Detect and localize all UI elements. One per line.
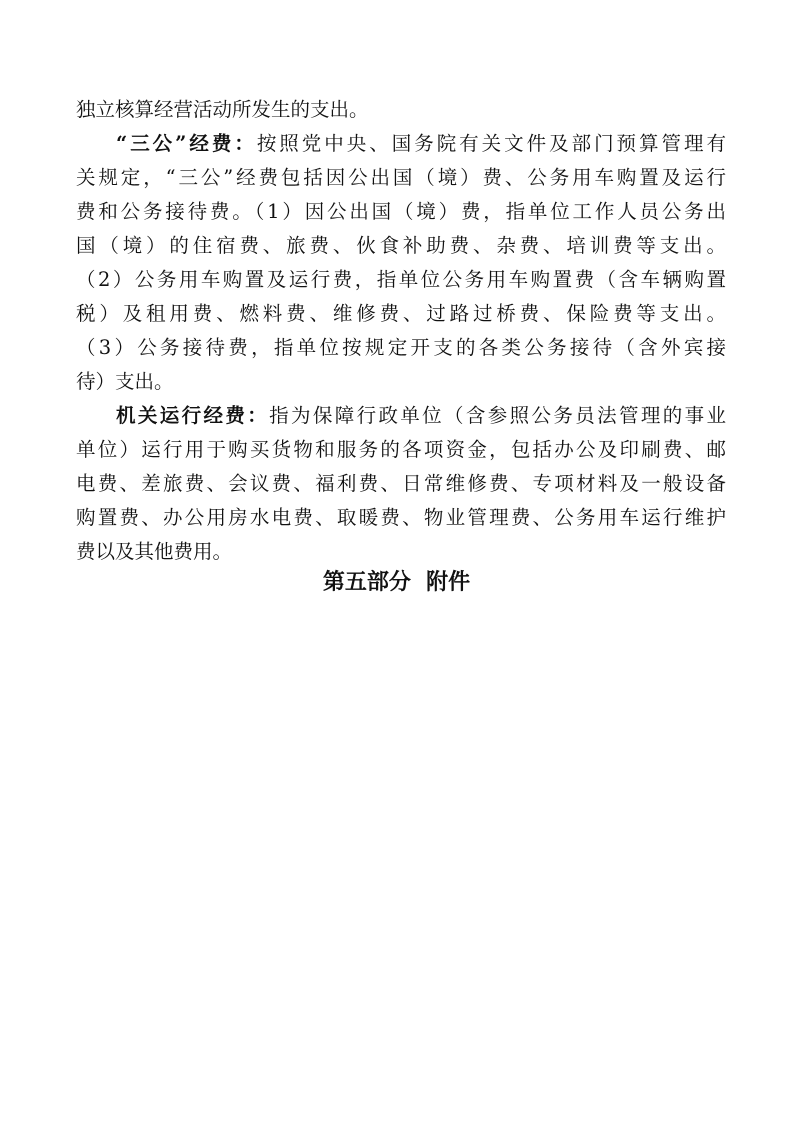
paragraph-line — [116, 130, 726, 158]
paragraph-line: 单位）运行用于购买货物和服务的各项资金，包括办公及印刷费、邮 — [76, 438, 726, 461]
paragraph-line: 待）支出。 — [76, 370, 174, 393]
paragraph-line: 国（境）的住宿费、旅费、伙食补助费、杂费、培训费等支出。 — [76, 234, 726, 257]
term-three-public-expenses: “三公”经费： — [116, 132, 257, 155]
paragraph-line: （2）公务用车购置及运行费，指单位公务用车购置费（含车辆购置 — [76, 268, 726, 291]
term-agency-operating-expenses: 机关运行经费： — [116, 404, 270, 427]
paragraph-line: 税）及租用费、燃料费、维修费、过路过桥费、保险费等支出。 — [76, 302, 726, 325]
paragraph-text: 指为保障行政单位（含参照公务员法管理的事业 — [269, 404, 726, 427]
paragraph-line: （3）公务接待费，指单位按规定开支的各类公务接待（含外宾接 — [76, 336, 726, 359]
paragraph-line: 关规定，“三公”经费包括因公出国（境）费、公务用车购置及运行 — [76, 166, 726, 189]
paragraph-line — [116, 402, 726, 430]
paragraph-line: 独立核算经营活动所发生的支出。 — [76, 98, 369, 121]
section-heading: 第五部分 附件 — [322, 570, 471, 595]
paragraph-line: 费和公务接待费。（1）因公出国（境）费，指单位工作人员公务出 — [76, 200, 726, 223]
paragraph-line: 购置费、办公用房水电费、取暖费、物业管理费、公务用车运行维护 — [76, 506, 726, 529]
paragraph-line: 费以及其他费用。 — [76, 540, 233, 563]
paragraph-text: 按照党中央、国务院有关文件及部门预算管理有 — [256, 132, 726, 155]
paragraph-line: 电费、差旅费、会议费、福利费、日常维修费、专项材料及一般设备 — [76, 472, 726, 495]
